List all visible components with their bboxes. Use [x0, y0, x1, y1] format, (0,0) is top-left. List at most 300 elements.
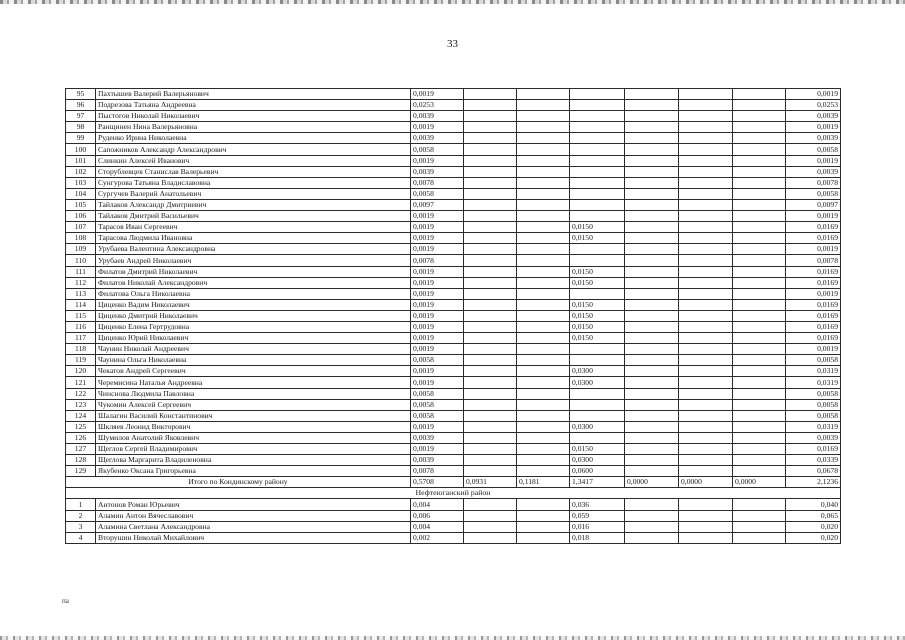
person-name: Пахтышев Валерий Валерьянович [96, 89, 411, 100]
value-cell [733, 266, 786, 277]
table-row [66, 499, 841, 510]
person-name: Аламина Светлана Александровна [96, 521, 411, 532]
value-cell [625, 89, 679, 100]
person-name: Щеглов Сергей Владимирович [96, 444, 411, 455]
value-cell: 0,0019 [411, 155, 464, 166]
value-cell [733, 255, 786, 266]
row-number: 117 [66, 333, 96, 344]
row-total: 0,0319 [786, 377, 841, 388]
table-row [66, 288, 841, 299]
row-total: 0,040 [786, 499, 841, 510]
value-cell: 0,0039 [411, 455, 464, 466]
value-cell [733, 188, 786, 199]
value-cell [517, 455, 570, 466]
row-total: 0,0678 [786, 466, 841, 477]
value-cell [733, 377, 786, 388]
value-cell: 0,0058 [411, 355, 464, 366]
value-cell [733, 199, 786, 210]
value-cell: 0,0150 [570, 321, 625, 332]
person-name: Черемисина Наталья Андреевна [96, 377, 411, 388]
row-number: 120 [66, 366, 96, 377]
value-cell [733, 366, 786, 377]
value-cell [679, 510, 733, 521]
value-cell: 0,0300 [570, 455, 625, 466]
value-cell: 0,016 [570, 521, 625, 532]
value-cell [517, 299, 570, 310]
value-cell [464, 299, 517, 310]
value-cell [517, 89, 570, 100]
value-cell [625, 532, 679, 543]
row-number: 97 [66, 111, 96, 122]
value-cell [625, 388, 679, 399]
table-row [66, 166, 841, 177]
table-row [66, 410, 841, 421]
value-cell [733, 344, 786, 355]
table-row [66, 277, 841, 288]
value-cell [679, 89, 733, 100]
value-cell [517, 521, 570, 532]
person-name: Циценко Дмитрий Николаевич [96, 310, 411, 321]
table-row [66, 255, 841, 266]
row-number: 111 [66, 266, 96, 277]
value-cell [517, 222, 570, 233]
value-cell [570, 399, 625, 410]
value-cell [464, 89, 517, 100]
value-cell: 0,006 [411, 510, 464, 521]
value-cell [464, 244, 517, 255]
row-total: 0,0039 [786, 133, 841, 144]
value-cell [517, 466, 570, 477]
value-cell [679, 188, 733, 199]
value-cell [464, 532, 517, 543]
value-cell [679, 233, 733, 244]
value-cell [517, 421, 570, 432]
value-cell [625, 255, 679, 266]
value-cell [733, 100, 786, 111]
row-number: 102 [66, 166, 96, 177]
value-cell [625, 188, 679, 199]
value-cell: 0,0600 [570, 466, 625, 477]
person-name: Урубаева Валентина Александровна [96, 244, 411, 255]
value-cell [679, 366, 733, 377]
table-row [66, 377, 841, 388]
value-cell: 0,0058 [411, 410, 464, 421]
value-cell: 0,0150 [570, 233, 625, 244]
value-cell: 0,004 [411, 521, 464, 532]
row-number: 126 [66, 432, 96, 443]
row-total: 0,0169 [786, 310, 841, 321]
value-cell [733, 310, 786, 321]
value-cell [464, 266, 517, 277]
row-number: 115 [66, 310, 96, 321]
person-name: Руденко Ирина Николаевна [96, 133, 411, 144]
table-row [66, 455, 841, 466]
row-number: 124 [66, 410, 96, 421]
row-number: 100 [66, 144, 96, 155]
value-cell [464, 444, 517, 455]
table-row [66, 111, 841, 122]
row-total: 0,0097 [786, 199, 841, 210]
value-cell [464, 388, 517, 399]
table-row [66, 444, 841, 455]
row-number: 106 [66, 211, 96, 222]
kondinsky-total [66, 477, 841, 499]
value-cell [517, 377, 570, 388]
value-cell: 0,0019 [411, 266, 464, 277]
value-cell [679, 344, 733, 355]
row-number: 119 [66, 355, 96, 366]
value-cell: 0,0019 [411, 211, 464, 222]
row-total: 0,020 [786, 521, 841, 532]
row-number: 105 [66, 199, 96, 210]
value-cell: 0,0058 [411, 388, 464, 399]
value-cell [733, 122, 786, 133]
total-cell: 0,0000 [625, 477, 679, 488]
person-name: Циценко Юрий Николаевич [96, 333, 411, 344]
table-row [66, 188, 841, 199]
total-cell: 0,5708 [411, 477, 464, 488]
page-number: 33 [447, 38, 458, 50]
value-cell [570, 199, 625, 210]
row-total: 0,0058 [786, 388, 841, 399]
value-cell [517, 510, 570, 521]
value-cell [679, 177, 733, 188]
value-cell [679, 333, 733, 344]
value-cell [570, 166, 625, 177]
value-cell [733, 111, 786, 122]
value-cell [679, 521, 733, 532]
table-row [66, 510, 841, 521]
value-cell [517, 277, 570, 288]
row-total: 0,0169 [786, 222, 841, 233]
person-name: Филатов Николай Александрович [96, 277, 411, 288]
value-cell [733, 133, 786, 144]
person-name: Вторушин Николай Михайлович [96, 532, 411, 543]
row-number: 114 [66, 299, 96, 310]
value-cell [679, 244, 733, 255]
row-number: 3 [66, 521, 96, 532]
value-cell [464, 421, 517, 432]
person-name: Антонов Роман Юрьевич [96, 499, 411, 510]
value-cell [464, 399, 517, 410]
value-cell [570, 432, 625, 443]
value-cell [679, 277, 733, 288]
value-cell [517, 133, 570, 144]
value-cell [679, 321, 733, 332]
table-row [66, 133, 841, 144]
value-cell [733, 299, 786, 310]
value-cell [517, 366, 570, 377]
person-name: Чукомин Алексей Сергеевич [96, 399, 411, 410]
row-total: 0,0319 [786, 366, 841, 377]
value-cell [464, 144, 517, 155]
row-number: 116 [66, 321, 96, 332]
value-cell [679, 266, 733, 277]
value-cell [733, 277, 786, 288]
value-cell [464, 166, 517, 177]
person-name: Чинснова Людмила Павловна [96, 388, 411, 399]
value-cell [733, 222, 786, 233]
value-cell [464, 310, 517, 321]
value-cell [679, 444, 733, 455]
value-cell [679, 421, 733, 432]
row-number: 108 [66, 233, 96, 244]
row-number: 113 [66, 288, 96, 299]
value-cell [570, 133, 625, 144]
section-header-row [66, 488, 841, 499]
value-cell: 0,0019 [411, 377, 464, 388]
value-cell [679, 432, 733, 443]
total-label: Итого по Кондинскому району [66, 477, 411, 488]
value-cell: 0,0039 [411, 166, 464, 177]
row-number: 103 [66, 177, 96, 188]
total-row [66, 477, 841, 488]
value-cell [733, 333, 786, 344]
value-cell: 0,0300 [570, 377, 625, 388]
value-cell [625, 421, 679, 432]
row-number: 110 [66, 255, 96, 266]
value-cell [464, 333, 517, 344]
section-title: Нефтеюганский район [66, 488, 841, 499]
table-row [66, 89, 841, 100]
row-total: 0,0169 [786, 299, 841, 310]
value-cell [517, 199, 570, 210]
person-name: Сургучев Валерий Анатольевич [96, 188, 411, 199]
value-cell: 0,0058 [411, 144, 464, 155]
value-cell [733, 355, 786, 366]
value-cell [625, 399, 679, 410]
value-cell: 0,0019 [411, 366, 464, 377]
value-cell [517, 321, 570, 332]
value-cell: 0,0150 [570, 444, 625, 455]
row-number: 125 [66, 421, 96, 432]
row-total: 0,0019 [786, 155, 841, 166]
value-cell: 0,0150 [570, 333, 625, 344]
value-cell: 0,036 [570, 499, 625, 510]
value-cell [517, 310, 570, 321]
value-cell [570, 344, 625, 355]
value-cell [464, 233, 517, 244]
value-cell: 0,0019 [411, 421, 464, 432]
person-name: Щеглова Маргарита Владиленовна [96, 455, 411, 466]
value-cell [464, 432, 517, 443]
value-cell [679, 155, 733, 166]
value-cell [464, 366, 517, 377]
person-name: Тарасов Иван Сергеевич [96, 222, 411, 233]
row-number: 107 [66, 222, 96, 233]
value-cell [679, 355, 733, 366]
row-total: 0,0169 [786, 233, 841, 244]
value-cell: 0,0019 [411, 321, 464, 332]
value-cell [733, 244, 786, 255]
row-total: 0,0169 [786, 333, 841, 344]
person-name: Сапожников Александр Александрович [96, 144, 411, 155]
person-name: Шкляев Леонид Викторович [96, 421, 411, 432]
value-cell [570, 388, 625, 399]
value-cell [464, 410, 517, 421]
value-cell: 0,0019 [411, 444, 464, 455]
person-name: Слинкин Алексей Иванович [96, 155, 411, 166]
value-cell [625, 366, 679, 377]
table-row [66, 466, 841, 477]
value-cell [625, 432, 679, 443]
value-cell [570, 244, 625, 255]
value-cell [464, 321, 517, 332]
value-cell [733, 521, 786, 532]
value-cell [679, 466, 733, 477]
value-cell: 0,0150 [570, 299, 625, 310]
value-cell [464, 455, 517, 466]
row-number: 118 [66, 344, 96, 355]
table-row [66, 155, 841, 166]
table-row [66, 310, 841, 321]
value-cell [517, 155, 570, 166]
value-cell [733, 288, 786, 299]
value-cell: 0,0019 [411, 344, 464, 355]
row-number: 123 [66, 399, 96, 410]
value-cell [570, 255, 625, 266]
table-row [66, 299, 841, 310]
value-cell: 0,0019 [411, 310, 464, 321]
person-name: Филатов Дмитрий Николаевич [96, 266, 411, 277]
person-name: Тарасова Людмила Ивановна [96, 233, 411, 244]
value-cell [517, 333, 570, 344]
value-cell: 0,0019 [411, 222, 464, 233]
table-row [66, 244, 841, 255]
value-cell: 0,0058 [411, 188, 464, 199]
value-cell: 0,0078 [411, 177, 464, 188]
row-number: 127 [66, 444, 96, 455]
value-cell [570, 155, 625, 166]
value-cell [733, 89, 786, 100]
value-cell [733, 421, 786, 432]
value-cell: 0,004 [411, 499, 464, 510]
row-total: 0,0019 [786, 89, 841, 100]
value-cell [625, 288, 679, 299]
row-total: 0,0078 [786, 255, 841, 266]
value-cell [625, 466, 679, 477]
value-cell [733, 166, 786, 177]
value-cell [464, 100, 517, 111]
value-cell [464, 288, 517, 299]
value-cell: 0,0019 [411, 288, 464, 299]
value-cell: 0,0150 [570, 266, 625, 277]
row-total: 0,0019 [786, 344, 841, 355]
allocation-table [65, 88, 841, 544]
row-total: 0,0169 [786, 277, 841, 288]
table-row [66, 399, 841, 410]
value-cell [570, 188, 625, 199]
value-cell [679, 288, 733, 299]
row-total: 0,0339 [786, 455, 841, 466]
value-cell [679, 532, 733, 543]
value-cell [625, 344, 679, 355]
table-row [66, 177, 841, 188]
total-cell: 0,0000 [733, 477, 786, 488]
row-number: 4 [66, 532, 96, 543]
value-cell [464, 177, 517, 188]
value-cell [679, 388, 733, 399]
value-cell [625, 233, 679, 244]
row-total: 0,020 [786, 532, 841, 543]
value-cell [517, 288, 570, 299]
scan-edge-top [0, 0, 905, 4]
row-number: 99 [66, 133, 96, 144]
table-row [66, 421, 841, 432]
value-cell [679, 310, 733, 321]
total-cell: 0,1181 [517, 477, 570, 488]
row-total: 0,0019 [786, 244, 841, 255]
value-cell [517, 255, 570, 266]
value-cell [464, 344, 517, 355]
person-name: Аламин Антон Вячеславович [96, 510, 411, 521]
value-cell [625, 499, 679, 510]
value-cell [464, 155, 517, 166]
row-total: 0,0058 [786, 188, 841, 199]
value-cell: 0,0058 [411, 399, 464, 410]
value-cell [464, 133, 517, 144]
footer-mark: па [62, 597, 69, 605]
value-cell [733, 399, 786, 410]
value-cell: 0,0039 [411, 432, 464, 443]
person-name: Тайлаков Александр Дмитриевич [96, 199, 411, 210]
row-total: 0,0019 [786, 122, 841, 133]
value-cell [733, 144, 786, 155]
value-cell [733, 155, 786, 166]
value-cell [625, 444, 679, 455]
value-cell [625, 277, 679, 288]
nefteyugansky-rows [66, 499, 841, 543]
person-name: Пыстогов Николай Николаевич [96, 111, 411, 122]
value-cell: 0,0300 [570, 366, 625, 377]
value-cell [517, 233, 570, 244]
row-number: 2 [66, 510, 96, 521]
value-cell [625, 144, 679, 155]
value-cell [464, 499, 517, 510]
person-name: Чаунина Ольга Николаевна [96, 355, 411, 366]
value-cell [464, 521, 517, 532]
value-cell: 0,0039 [411, 133, 464, 144]
person-name: Сторублевцев Станислав Валерьевич [96, 166, 411, 177]
value-cell [517, 499, 570, 510]
value-cell [464, 510, 517, 521]
value-cell [625, 111, 679, 122]
value-cell [517, 100, 570, 111]
table-row [66, 211, 841, 222]
table-row [66, 333, 841, 344]
value-cell [679, 133, 733, 144]
row-total: 0,0058 [786, 144, 841, 155]
person-name: Циценко Елена Гертрудовна [96, 321, 411, 332]
value-cell [570, 89, 625, 100]
total-cell: 0,0931 [464, 477, 517, 488]
value-cell [570, 355, 625, 366]
value-cell: 0,0300 [570, 421, 625, 432]
value-cell: 0,0019 [411, 233, 464, 244]
row-total: 0,0253 [786, 100, 841, 111]
value-cell [679, 399, 733, 410]
value-cell [570, 122, 625, 133]
value-cell: 0,0150 [570, 310, 625, 321]
row-number: 109 [66, 244, 96, 255]
value-cell [517, 532, 570, 543]
value-cell [733, 233, 786, 244]
value-cell [733, 410, 786, 421]
value-cell [679, 299, 733, 310]
value-cell [464, 355, 517, 366]
value-cell [517, 344, 570, 355]
value-cell [570, 288, 625, 299]
